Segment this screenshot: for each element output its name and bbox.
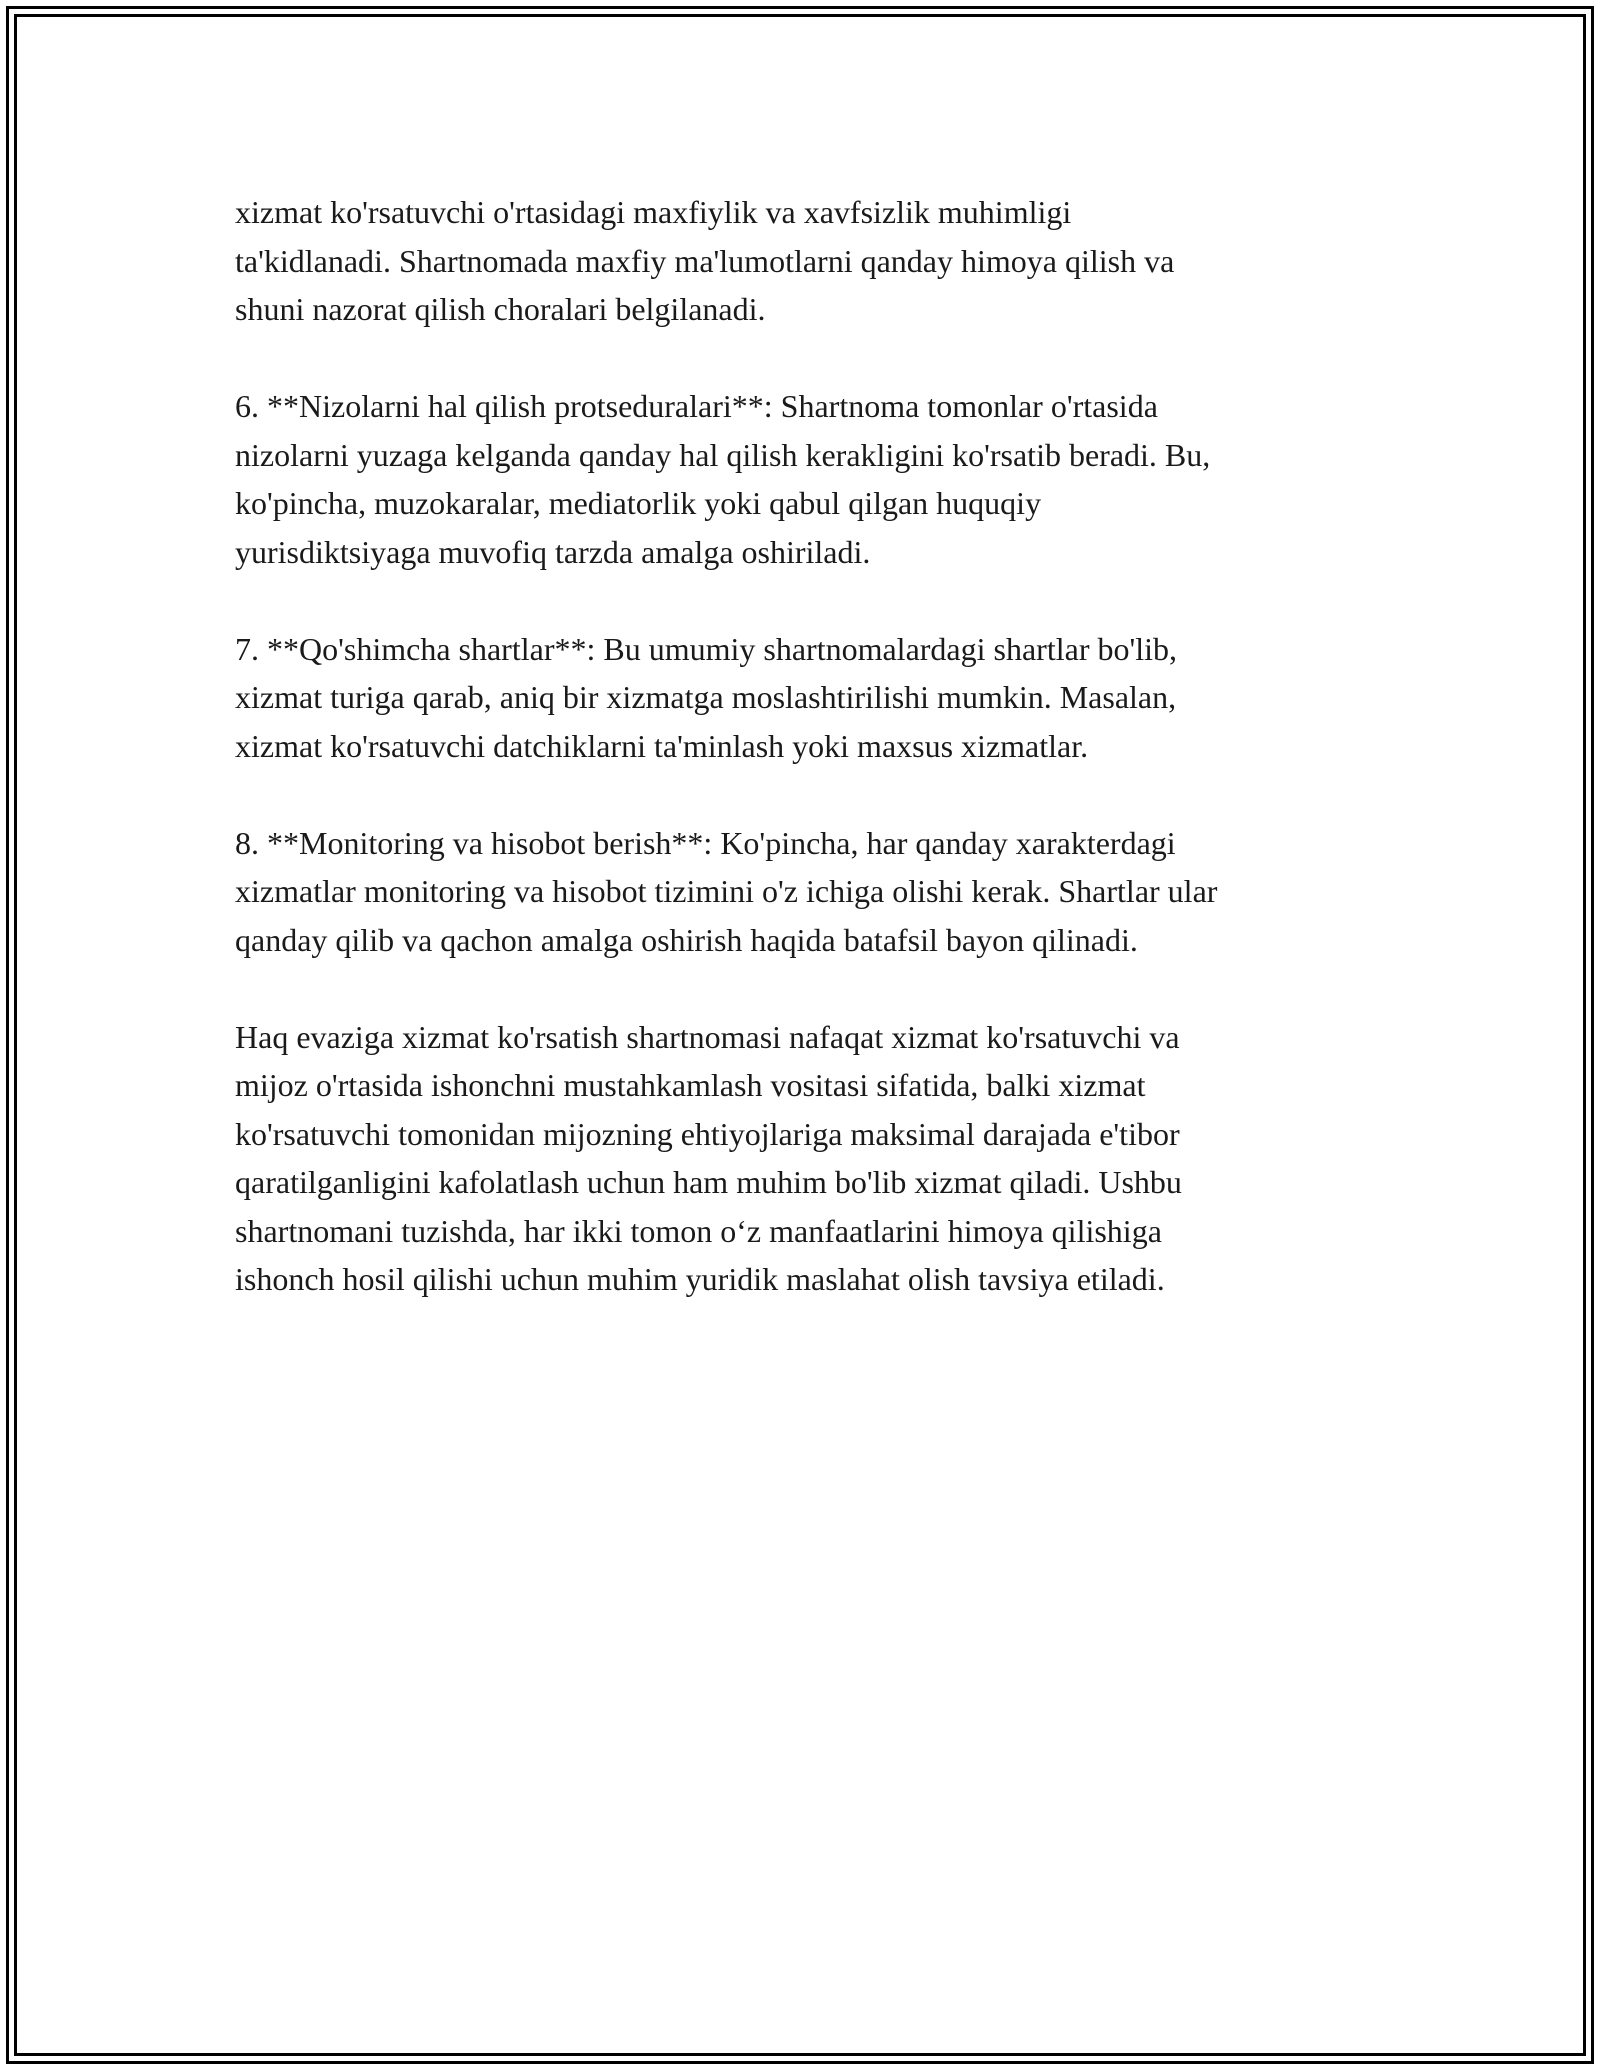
paragraph-dispute-resolution (235, 382, 1365, 576)
text-line: mijoz o'rtasida ishonchni mustahkamlash vositasi sifatida, balki xizmat (235, 1067, 1146, 1103)
text-line: nizolarni yuzaga kelganda qanday hal qilish kerakligini ko'rsatib beradi. Bu, (235, 436, 1211, 473)
document-body (235, 188, 1365, 1304)
paragraph-monitoring (235, 819, 1365, 965)
text-line: xizmatlar monitoring va hisobot tizimini o'z ichiga olishi kerak. Shartlar ular (235, 873, 1218, 909)
text-line: ko'pincha, muzokaralar, mediatorlik yoki qabul qilgan huquqiy (235, 485, 1042, 521)
text-line: xizmat ko'rsatuvchi datchiklarni ta'minlash yoki maxsus xizmatlar. (235, 727, 1089, 764)
text-line: 7. **Qo'shimcha shartlar**: Bu umumiy shartnomalardagi shartlar bo'lib, (235, 630, 1178, 667)
paragraph-additional-terms (235, 625, 1365, 771)
text-line: Haq evaziga xizmat ko'rsatish shartnomasi nafaqat xizmat ko'rsatuvchi va (235, 1018, 1180, 1055)
text-line: xizmat ko'rsatuvchi o'rtasidagi maxfiylik va xavfsizlik muhimligi (235, 194, 1072, 230)
text-line: ko'rsatuvchi tomonidan mijozning ehtiyojlariga maksimal darajada e'tibor (235, 1115, 1180, 1152)
text-line: 6. **Nizolarni hal qilish protseduralari**: Shartnoma tomonlar o'rtasida (235, 388, 1158, 424)
paragraph-conclusion (235, 1013, 1365, 1304)
text-line: 8. **Monitoring va hisobot berish**: Ko'pincha, har qanday xarakterdagi (235, 824, 1176, 861)
text-line: qaratilganligini kafolatlash uchun ham muhim bo'lib xizmat qiladi. Ushbu (235, 1164, 1182, 1200)
paragraph-confidentiality (235, 188, 1365, 334)
text-line: ishonch hosil qilishi uchun muhim yuridik maslahat olish tavsiya etiladi. (235, 1261, 1165, 1297)
text-line: shartnomani tuzishda, har ikki tomon o‘z manfaatlarini himoya qilishiga (235, 1212, 1162, 1249)
text-line: ta'kidlanadi. Shartnomada maxfiy ma'lumotlarni qanday himoya qilish va (235, 242, 1175, 279)
text-line: shuni nazorat qilish choralari belgilanadi. (235, 291, 766, 327)
text-line: qanday qilib va qachon amalga oshirish haqida batafsil bayon qilinadi. (235, 921, 1138, 958)
text-line: xizmat turiga qarab, aniq bir xizmatga moslashtirilishi mumkin. Masalan, (235, 679, 1177, 715)
text-line: yurisdiktsiyaga muvofiq tarzda amalga oshiriladi. (235, 533, 871, 570)
